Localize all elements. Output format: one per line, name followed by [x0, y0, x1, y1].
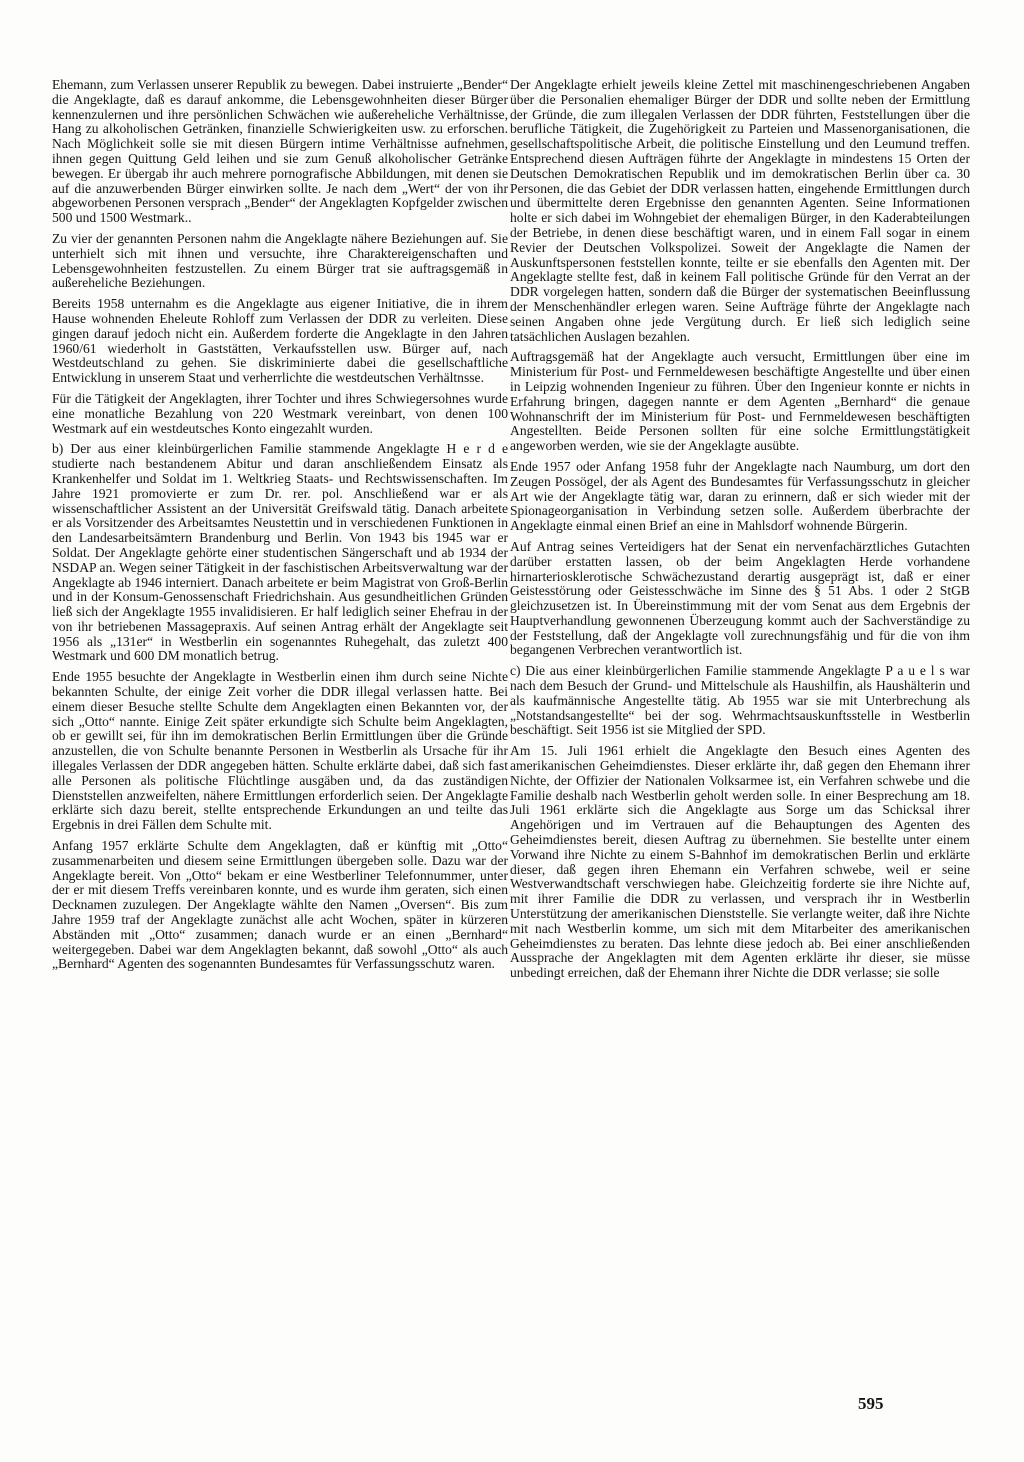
paragraph: Ende 1957 oder Anfang 1958 fuhr der Angeklagte nach Naumburg, um dort den Zeugen Possögel, der als Agent des Bundesamtes für Verfassungsschutz in gleicher Art wie der Angeklagte tätig war, daran zu erinnern, daß er sich wieder mit der Spionageorganisation in Verbindung setzen solle. Außerdem überbrachte der Angeklagte einmal einen Brief an eine in Mahlsdorf wohnende Bürgerin. — [510, 458, 970, 534]
paragraph: c) Die aus einer kleinbürgerlichen Familie stammende Angeklagte P a u e l s war nach dem Besuch der Grund- und Mittelschule als Haushilfin, als Haushälterin und als kaufmännische Angestellte tätig. Ab 1955 war sie mit Unterbrechung als „Notstandsangestellte“ bei der sog. Wehrmachtsauskunftsstelle in Westberlin beschäftigt. Seit 1956 ist sie Mitglied der SPD. — [510, 663, 970, 738]
paragraph: Auf Antrag seines Verteidigers hat der Senat ein nervenfachärztliches Gutachten darüber erstatten lassen, ob der beim Angeklagten Herde vorhandene hirnarteriosklerotische Schwächezustand derartig ausgeprägt ist, daß er einer Geistesstörung oder Geistesschwäche im Sinne des § 51 Abs. 1 oder 2 StGB gleichzusetzen ist. In Übereinstimmung mit der vom Senat aus dem Ergebnis der Hauptverhandlung gewonnenen Überzeugung kommt auch der Sachverständige zu der Feststellung, daß der Angeklagte voll zurechnungsfähig und für die von ihm begangenen Verbrechen verantwortlich ist. — [510, 538, 970, 658]
paragraph: Ende 1955 besuchte der Angeklagte in Westberlin einen ihm durch seine Nichte bekannten Schulte, der einige Zeit vorher die DDR illegal verlassen hatte. Bei einem dieser Besuche stellte Schulte dem Angeklagten einen Bekannten vor, der sich „Otto“ nannte. Einige Zeit später erkundigte sich Schulte beim Angeklagten, ob er gewillt sei, für ihn im demokratischen Berlin Ermittlungen über die Gründe anzustellen, die von Schulte benannte Personen in Westberlin als Ursache für ihr illegales Verlassen der DDR angegeben hätten. Schulte erklärte dabei, daß sich fast alle Personen als politische Flüchtlinge ausgäben und, da das zuständigen Dienststellen anzweifelten, nähere Ermittlungen erforderlich seien. Der Angeklagte erklärte sich dazu bereit, stellte entsprechende Erkundungen an und teilte das Ergebnis in drei Fällen dem Schulte mit. — [52, 669, 508, 833]
right-text-column — [510, 78, 970, 987]
paragraph: Ehemann, zum Verlassen unserer Republik zu bewegen. Dabei instruierte „Bender“ die Angeklagte, daß es darauf ankomme, die Lebensgewohnheiten dieser Bürger kennenzulernen und ihre persönlichen Schwächen wie außereheliche Verhältnisse, Hang zu alkoholischen Getränken, finanzielle Schwierigkeiten usw. zu erforschen. Nach Möglichkeit solle sie mit diesen Bürgern intime Verhältnisse aufnehmen, ihnen gegen Quittung Geld leihen und sie zum Genuß alkoholischer Getränke bewegen. Er übergab ihr auch mehrere pornografische Abbildungen, mit denen sie auf die anzuwerbenden Bürger einwirken sollte. Je nach dem „Wert“ der von ihr abgeworbenen Personen versprach „Bender“ der Angeklagten Kopfgelder zwischen 500 und 1500 Westmark.. — [52, 77, 508, 226]
paragraph: Anfang 1957 erklärte Schulte dem Angeklagten, daß er künftig mit „Otto“ zusammenarbeiten und diesem seine Ermittlungen übergeben solle. Dazu war der Angeklagte bereit. Von „Otto“ bekam er eine Westberliner Telefonnummer, unter der er mit diesem Treffs vereinbaren konnte, und es wurde ihm geraten, sich einen Decknamen zuzulegen. Der Angeklagte wählte den Namen „Oversen“. Bis zum Jahre 1959 traf der Angeklagte zunächst alle acht Wochen, später in kürzeren Abständen mit „Otto“ zusammen; danach wurde er an einen „Bernhard“ weitergegeben. Dabei war dem Angeklagten bekannt, daß sowohl „Otto“ als auch „Bernhard“ Agenten des sogenannten Bundesamtes für Verfassungsschutz waren. — [52, 838, 508, 972]
paragraph: Auftragsgemäß hat der Angeklagte auch versucht, Ermittlungen über eine im Ministerium für Post- und Fernmeldewesen beschäftigte Angestellte und über einen in Leipzig wohnenden Ingenieur zu führen. Über den Ingenieur konnte er nichts in Erfahrung bringen, dagegen nannte er dem Agenten „Bernhard“ die genaue Wohnanschrift der im Ministerium für Post- und Fernmeldewesen beschäftigten Angestellten. Beide Personen sollten für eine solche Ermittlungstätigkeit angeworben werden, wie sie der Angeklagte ausübte. — [510, 349, 970, 454]
paragraph: Der Angeklagte erhielt jeweils kleine Zettel mit maschinengeschriebenen Angaben über die Personalien ehemaliger Bürger der DDR und sollte neben der Ermittlung der Gründe, die zum illegalen Verlassen der DDR führten, Feststellungen über die berufliche Tätigkeit, die Zugehörigkeit zu Parteien und Massenorganisationen, die gesellschaftspolitische Arbeit, die politische Einstellung und den Leumund treffen. Entsprechend diesen Aufträgen führte der Angeklagte in mindestens 15 Orten der Deutschen Demokratischen Republik und im demokratischen Berlin über ca. 30 Personen, die das Gebiet der DDR verlassen hatten, eingehende Ermittlungen durch und übermittelte deren Ergebnisse den genannten Agenten. Seine Informationen holte er sich dabei im Wohngebiet der ehemaligen Bürger, in den Kaderabteilungen der Betriebe, in denen diese beschäftigt waren, und in einem Fall sogar in einem Revier der Deutschen Volkspolizei. Soweit der Angeklagte die Namen der Auskunftspersonen feststellen konnte, teilte er sie ebenfalls den Agenten mit. Der Angeklagte stellte fest, daß in keinem Fall politische Gründe für den Verrat an der DDR vorgelegen hatten, sondern daß die Bürger der systematischen Beeinflussung der Menschenhändler erlegen waren. Seine Aufträge führte der Angeklagte nach seinen Angaben ohne jede Vergütung durch. Er ließ sich lediglich seine tatsächlichen Auslagen bezahlen. — [510, 77, 970, 344]
paragraph: b) Der aus einer kleinbürgerlichen Familie stammende Angeklagte H e r d e studierte nach bestandenem Abitur und daran anschließendem Einsatz als Krankenhelfer und Soldat im 1. Weltkrieg Staats- und Rechtswissenschaften. Im Jahre 1921 promovierte er zum Dr. rer. pol. Anschließend war er als wissenschaftlicher Assistent an der Universität Greifswald tätig. Danach arbeitete er als Vorsitzender des Arbeitsamtes Neustettin und in verschiedenen Funktionen in den Landesarbeitsämtern Brandenburg und Berlin. Von 1943 bis 1945 war er Soldat. Der Angeklagte gehörte einer studentischen Sängerschaft und ab 1934 der NSDAP an. Wegen seiner Tätigkeit in der faschistischen Arbeitsverwaltung war der Angeklagte ab 1946 interniert. Danach arbeitete er beim Magistrat von Groß-Berlin und in der Konsum-Genossenschaft Friedrichshain. Aus gesundheitlichen Gründen ließ sich der Angeklagte 1955 invalidisieren. Er half lediglich seiner Ehefrau in der von ihr betriebenen Massagepraxis. Auf seinen Antrag erhält der Angeklagte seit 1956 als „131er“ in Westberlin ein sogenanntes Ruhegehalt, das zuletzt 400 Westmark und 600 DM monatlich betrug. — [52, 441, 508, 664]
left-text-column — [52, 78, 508, 978]
paragraph: Bereits 1958 unternahm es die Angeklagte aus eigener Initiative, die in ihrem Hause wohnenden Eheleute Rohloff zum Verlassen der DDR zu verleiten. Diese gingen darauf jedoch nicht ein. Außerdem forderte die Angeklagte in den Jahren 1960/61 wiederholt in Gaststätten, Verkaufsstellen usw. Bürger auf, nach Westdeutschland zu gehen. Sie diskriminierte dabei die gesellschaftliche Entwicklung in unserem Staat und verherrlichte die westdeutschen Verhältnsse. — [52, 296, 508, 386]
paragraph: Am 15. Juli 1961 erhielt die Angeklagte den Besuch eines Agenten des amerikanischen Geheimdienstes. Dieser erklärte ihr, daß gegen den Ehemann ihrer Nichte, der Offizier der Nationalen Volksarmee ist, ein Verfahren schwebe und die Familie deshalb nach Westberlin geholt werden solle. In einer Besprechung am 18. Juli 1961 erklärte sich die Angeklagte aus Sorge um das Schicksal ihrer Angehörigen und im Vertrauen auf die Behauptungen des Agenten des Geheimdienstes bereit, diesen Auftrag zu übernehmen. Sie bestellte unter einem Vorwand ihre Nichte zu einem S-Bahnhof im demokratischen Berlin und erklärte dieser, daß gegen ihren Ehemann ein Verfahren schwebe, weil er seine Westverwandtschaft verschwiegen habe. Gleichzeitig forderte sie ihre Nichte auf, mit ihrer Familie die DDR zu verlassen, und versprach ihr in Westberlin Unterstützung der amerikanischen Dienststelle. Sie verlangte weiter, daß ihre Nichte mit nach Westberlin komme, um sich mit dem Mitarbeiter des amerikanischen Geheimdienstes zu beraten. Das lehnte diese jedoch ab. Bei einer anschließenden Aussprache der Angeklagten mit dem Agenten erklärte ihr dieser, sie müsse unbedingt erreichen, daß der Ehemann ihrer Nichte die DDR verlasse; sie solle — [510, 743, 970, 981]
paragraph: Zu vier der genannten Personen nahm die Angeklagte nähere Beziehungen auf. Sie unterhielt sich mit ihnen und versuchte, ihre Charaktereigenschaften und Lebensgewohnheiten festzustellen. Zu einem Bürger trat sie auftragsgemäß in außereheliche Beziehungen. — [52, 230, 508, 291]
page-number: 595 — [858, 1394, 884, 1413]
paragraph: Für die Tätigkeit der Angeklagten, ihrer Tochter und ihres Schwiegersohnes wurde eine monatliche Bezahlung von 220 Westmark vereinbart, von denen 100 Westmark auf ein westdeutsches Konto eingezahlt wurden. — [52, 390, 508, 436]
